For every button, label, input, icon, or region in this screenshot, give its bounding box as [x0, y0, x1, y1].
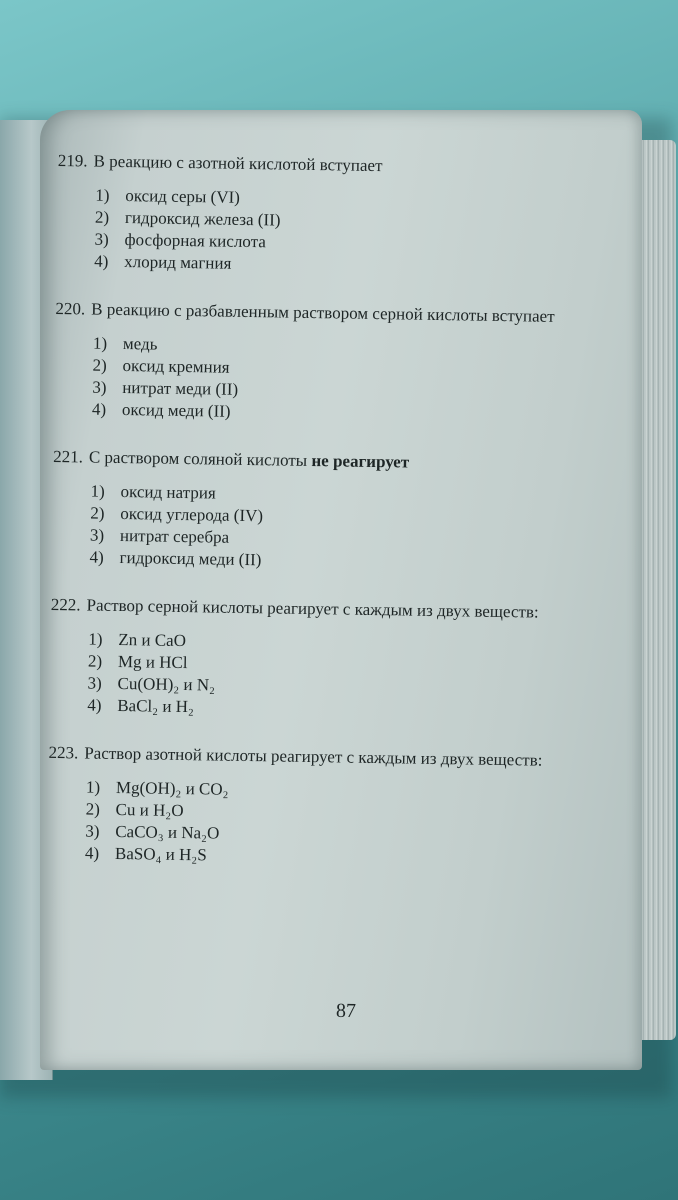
- option-text: Mg и HCl: [117, 652, 188, 673]
- option-text: оксид углерода (IV): [120, 504, 264, 526]
- question-number: 221.: [53, 446, 84, 467]
- option-number: 3): [85, 821, 100, 841]
- question-text: Раствор серной кислоты реагирует с каждым из двух веществ:: [86, 595, 539, 622]
- question-text-plain: С раствором соляной кислоты: [88, 447, 312, 471]
- question-220: [54, 298, 596, 428]
- option-number: 4): [94, 251, 109, 271]
- question-number: 222.: [50, 594, 81, 615]
- option-number: 3): [87, 673, 102, 693]
- option-number: 1): [85, 777, 101, 797]
- question-text: [89, 447, 594, 477]
- option-text: нитрат меди (II): [122, 378, 239, 399]
- option-text: фосфорная кислота: [124, 230, 266, 252]
- option-number: 1): [95, 185, 110, 205]
- option-text: хлорид магния: [124, 252, 232, 273]
- question-219: [56, 150, 598, 280]
- option-text: оксид кремния: [122, 356, 230, 377]
- question-number: 220.: [55, 298, 86, 319]
- question-222: [49, 594, 591, 724]
- option-text: CaCO₃ и Na₂O: [115, 821, 220, 843]
- option-text: BaSO₄ и H₂S: [114, 843, 207, 865]
- option-text: гидроксид железа (II): [124, 208, 281, 230]
- option-number: 3): [89, 525, 105, 545]
- option-text: Zn и CaO: [118, 630, 187, 651]
- option-number: 4): [84, 843, 100, 863]
- question-text: В реакцию с разбавленным раствором серной кислоты вступает: [91, 299, 555, 326]
- page-content: [46, 150, 598, 898]
- option-number: 4): [91, 399, 107, 419]
- option-number: 2): [92, 355, 107, 375]
- option-number: 4): [89, 547, 104, 567]
- option-text: BaCl₂ и H₂: [117, 696, 195, 717]
- answer-options: [47, 776, 588, 872]
- page-number: 87: [335, 999, 357, 1023]
- option-number: 1): [92, 333, 108, 353]
- question-text: Раствор азотной кислоты реагирует с каждым из двух веществ:: [84, 743, 543, 770]
- question-221: [51, 446, 593, 576]
- option-number: 1): [90, 481, 105, 501]
- option-text: оксид серы (VI): [125, 186, 241, 207]
- answer-options: [54, 332, 595, 428]
- question-text: В реакцию с азотной кислотой вступает: [93, 151, 383, 176]
- option-text: медь: [122, 334, 158, 354]
- option-text: оксид меди (II): [121, 400, 231, 421]
- question-number: 219.: [57, 150, 88, 171]
- option-text: нитрат серебра: [119, 526, 230, 547]
- option-number: 2): [87, 651, 103, 671]
- answer-options: [56, 184, 597, 280]
- option-text: гидроксид меди (II): [119, 548, 262, 570]
- option-number: 2): [85, 799, 100, 819]
- option-text: Mg(OH)₂ и CO₂: [115, 777, 229, 799]
- option-number: 3): [94, 229, 109, 249]
- answer-options: [51, 480, 592, 576]
- question-223: [47, 742, 589, 872]
- option-number: 1): [88, 629, 103, 649]
- option-number: 4): [87, 695, 102, 715]
- option-text: оксид натрия: [120, 482, 216, 503]
- answer-options: [49, 628, 590, 724]
- option-number: 2): [90, 503, 105, 523]
- option-number: 2): [94, 207, 110, 227]
- question-text-emphasis: не реагирует: [311, 451, 410, 472]
- option-text: Cu(OH)₂ и N₂: [117, 674, 216, 695]
- question-number: 223.: [48, 742, 79, 763]
- option-number: 3): [92, 377, 107, 397]
- option-text: Cu и H₂O: [115, 799, 184, 821]
